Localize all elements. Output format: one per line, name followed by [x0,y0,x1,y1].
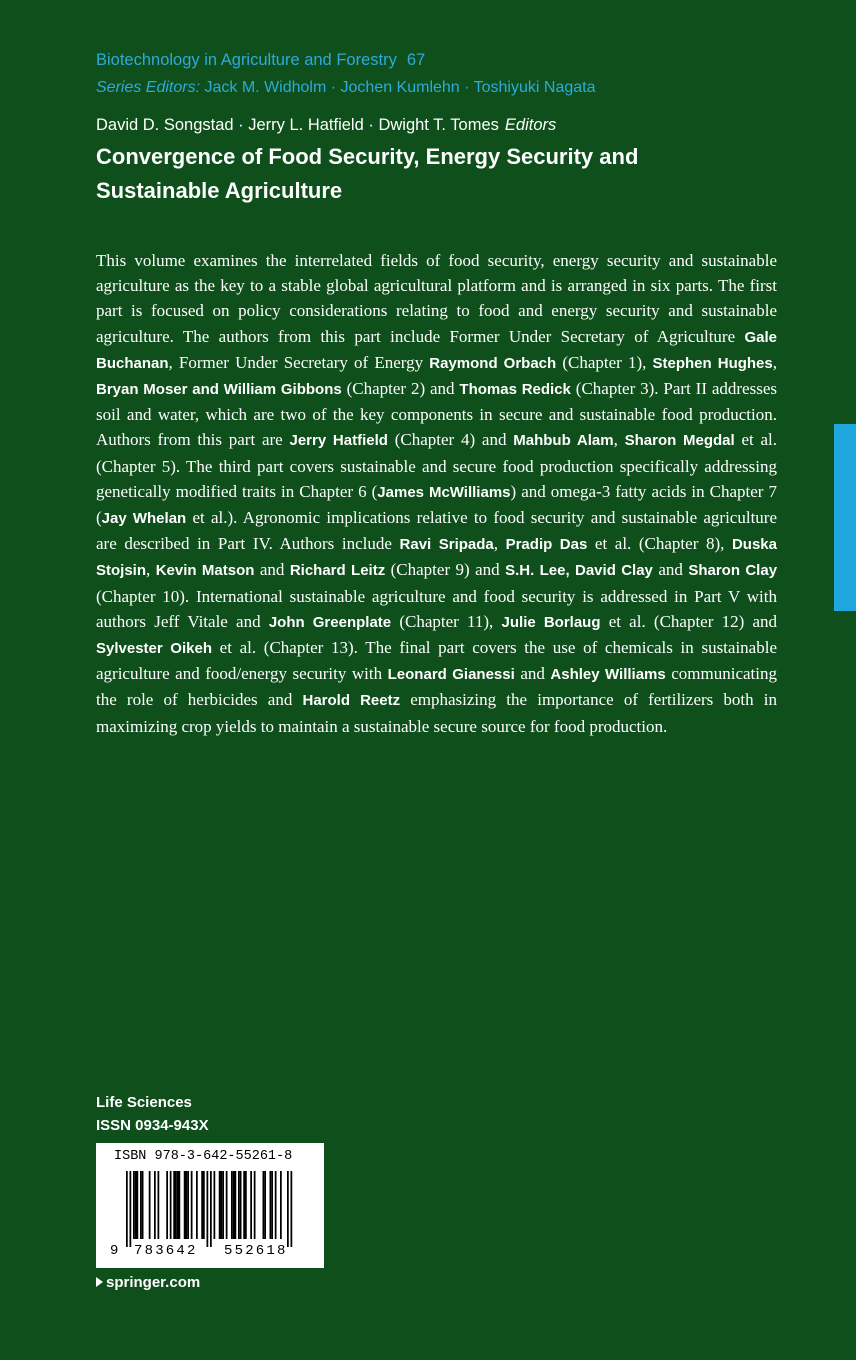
arrow-icon [96,1277,103,1287]
author-name: Richard Leitz [289,562,386,580]
book-editors: David D. Songstad · Jerry L. Hatfield · Dwight T. Tomes [96,116,499,134]
description-text: (Chapter 11), [391,611,502,631]
author-name: Jerry Hatfield [289,432,388,450]
barcode-bar [240,1171,242,1239]
description-text: (Chapter 4) and [387,430,514,450]
barcode-bar [291,1171,293,1247]
description-text: , Former Under Secretary of Energy [168,352,430,372]
barcode-bar [166,1171,168,1239]
barcode-bar [184,1171,186,1239]
series-editors-label: Series Editors: [96,79,201,96]
description-text: et al. (Chapter 12) and [600,611,778,631]
barcode-bar [177,1171,179,1239]
barcode-bar [219,1171,221,1239]
description-text: (Chapter 1), [556,352,653,372]
description-text: (Chapter 9) and [385,560,506,580]
author-name: Thomas Redick [459,381,571,399]
barcode-bar [170,1171,172,1239]
description-text: and [514,664,551,684]
book-editors-line [96,113,556,137]
barcode-bar [126,1171,128,1247]
description-text: et al. (Chapter 8), [587,534,732,554]
barcode-bar [245,1171,247,1239]
barcode-bar [263,1171,265,1239]
barcode-bar [214,1171,216,1239]
author-name: Mahbub Alam [513,432,614,450]
description-text: , [613,430,625,450]
author-name: Stephen Hughes [652,354,773,372]
series-editors-line [96,76,595,100]
side-tab-marker [834,424,856,611]
series-title-line [96,48,425,72]
barcode-bar [135,1171,137,1239]
barcode-bar [140,1171,142,1239]
description-text: emphasizing the importance of fertilizers both in maximizing crop yields to maintain a sustainable secure source for food production. [96,690,778,736]
barcode-bar [158,1171,160,1239]
barcode-bar [233,1171,235,1239]
author-name: John Greenplate [268,613,392,631]
description-text: (Chapter 10). International sustainable agriculture and food security is addressed in Part V with authors Jeff Vitale and [96,586,777,631]
series-editors: Jack M. Widholm · Jochen Kumlehn · Toshiyuki Nagata [204,79,596,96]
barcode-bar [191,1171,193,1239]
author-name: Raymond Orbach [429,354,557,372]
barcode-bars [126,1171,306,1249]
description-text: communicating the role of herbicides and [96,664,778,710]
author-name: Julie Borlaug [501,613,601,631]
barcode-bar [226,1171,228,1239]
barcode-bar [287,1171,289,1247]
author-name: Sharon Clay [688,562,778,580]
barcode-bar [130,1171,132,1247]
description-text: ) and omega-3 fatty acids in Chapter 7 ( [96,481,777,528]
author-name: Sylvester Oikeh [96,640,212,658]
barcode-bar [280,1171,282,1239]
description-text: et al. (Chapter 5). The third part covers sustainable and secure food production specifically addressing genetically modified traits in Chapter 6 ( [96,430,778,501]
description-text: et al. (Chapter 13). The final part covers the use of chemicals in sustainable agriculture and food/energy security with [96,638,777,684]
series-title: Biotechnology in Agriculture and Forestry [96,51,397,69]
publisher-website[interactable] [96,1272,200,1294]
barcode-bar [243,1171,245,1239]
series-volume: 67 [406,51,426,69]
barcode-bar [149,1171,151,1239]
barcode-bar [210,1171,212,1247]
barcode-bar [142,1171,144,1239]
barcode-bar [254,1171,256,1239]
description-text: (Chapter 2) and [341,379,460,399]
barcode [96,1143,324,1268]
author-name: Gale Buchanan [96,328,777,372]
publisher-website-text: springer.com [106,1274,201,1291]
barcode-bar [222,1171,224,1239]
author-name: Pradip Das [505,536,588,554]
author-name: Bryan Moser and William Gibbons [96,381,342,399]
author-name: Leonard Gianessi [387,666,515,684]
author-name: Duska Stojsin [96,536,777,580]
issn: ISSN 0934-943X [96,1117,209,1134]
barcode-bar [173,1171,175,1239]
description-text: and [652,560,689,580]
author-name: Jay Whelan [101,510,187,528]
book-description [96,248,777,739]
barcode-bar [196,1171,198,1239]
barcode-bar [179,1171,181,1239]
author-name: Ashley Williams [550,666,666,684]
barcode-bar [137,1171,139,1239]
barcode-bar [270,1171,272,1239]
barcode-bar [264,1171,266,1239]
barcode-bar [275,1171,277,1239]
description-text: (Chapter 3). Part II addresses soil and water, which are two of the key components in secure and sustainable food production. Authors from this part are [96,379,777,450]
ean-first-digit: 9 [110,1243,119,1259]
description-text: , [493,534,506,554]
barcode-bar [201,1171,203,1239]
barcode-bar [238,1171,240,1239]
barcode-bar [175,1171,177,1239]
author-name: Kevin Matson [155,562,255,580]
book-editors-role: Editors [504,116,557,134]
author-name: James McWilliams [377,483,511,501]
subject-category: Life Sciences [96,1094,192,1111]
author-name: S.H. Lee, David Clay [505,562,653,580]
ean-right-digits: 552618 [224,1243,288,1259]
barcode-bar [271,1171,273,1239]
description-text: and [254,560,290,580]
barcode-bar [133,1171,135,1239]
barcode-bar [187,1171,189,1239]
barcode-bar [154,1171,156,1239]
barcode-bar [186,1171,188,1239]
barcode-bar [221,1171,223,1239]
book-title: Convergence of Food Security, Energy Security and Sustainable Agriculture [96,144,639,203]
author-name: Sharon Megdal [624,432,735,450]
description-text: , [772,352,777,372]
barcode-bar [203,1171,205,1239]
description-text: This volume examines the interrelated fields of food security, energy security and sustainable agriculture as the key to a stable global agricultural platform and is arranged in six parts. The first part is focused on policy considerations relating to food and energy security and sustainable agriculture. The authors from this part include Former Under Secretary of Agriculture [96,251,777,346]
barcode-bar [207,1171,209,1247]
description-text: , [146,560,156,580]
isbn-text: ISBN 978-3-642-55261-8 [114,1149,293,1164]
barcode-bar [250,1171,252,1239]
author-name: Ravi Sripada [399,536,494,554]
description-text: et al.). Agronomic implications relative to food security and sustainable agriculture are described in Part IV. Authors include [96,508,777,554]
ean-left-digits: 783642 [134,1243,198,1259]
barcode-bar [235,1171,237,1239]
barcode-bar [231,1171,233,1239]
author-name: Harold Reetz [302,692,401,710]
